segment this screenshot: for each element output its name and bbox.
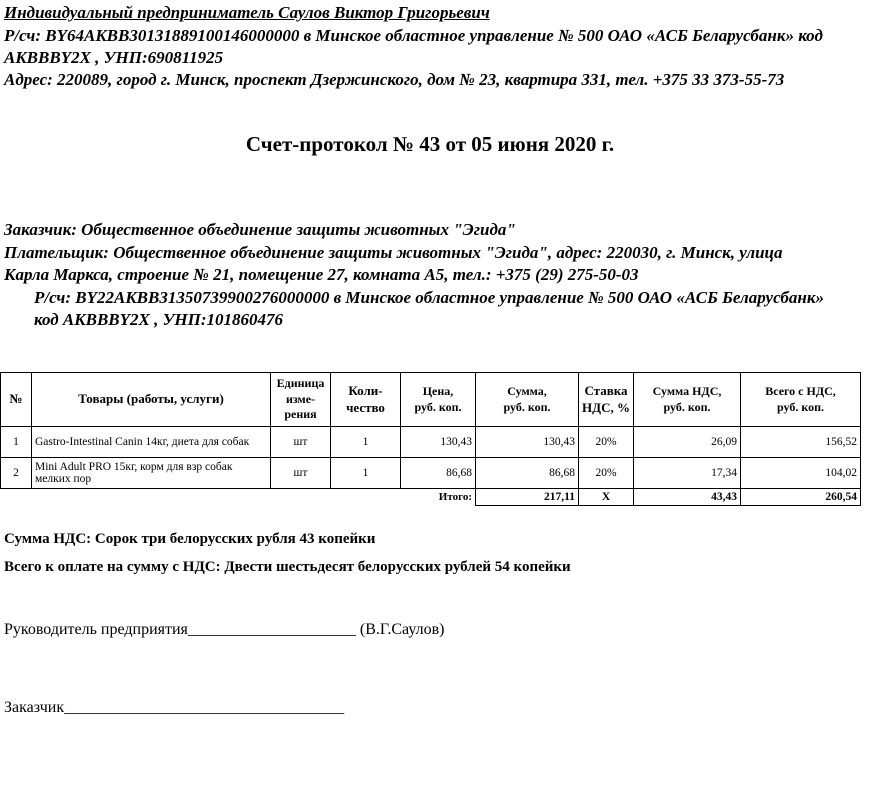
header-total-line-1: Всего с НДС, <box>765 383 836 398</box>
row-price: 130,43 <box>401 427 476 458</box>
entrepreneur-address: Адрес: 220089, город г. Минск, проспект Дзержинского, дом № 23, квартира 331, тел. +375 33 373-55-73 <box>4 70 785 89</box>
header-sum <box>476 373 579 427</box>
header-vat-sum-line-2: руб. коп. <box>663 399 711 414</box>
payer-line-1: Плательщик: Общественное объединение защиты животных "Эгида", адрес: 220030, г. Минск, улица <box>4 243 783 262</box>
header-goods: Товары (работы, услуги) <box>32 373 271 427</box>
vat-amount-in-words: Сумма НДС: Сорок три белорусских рубля 43 копейки <box>4 531 376 547</box>
payer-account-line-2: код AKBBBY2X , УНП:101860476 <box>34 310 284 329</box>
row-no: 1 <box>1 427 32 458</box>
header-price-line-2: руб. коп. <box>414 399 462 414</box>
row-price: 86,68 <box>401 458 476 489</box>
header-no: № <box>1 373 32 427</box>
row-sum: 86,68 <box>476 458 579 489</box>
totals-vat-rate: X <box>579 489 634 506</box>
header-vat-rate-line-1: Ставка <box>584 382 628 398</box>
header-unit-line-3: рения <box>284 407 317 422</box>
payer-line-2: Карла Маркса, строение № 21, помещение 27, комната А5, тел.: +375 (29) 275-50-03 <box>4 265 639 284</box>
header-vat-rate-line-2: НДС, % <box>582 399 630 415</box>
header-vat-rate <box>579 373 634 427</box>
header-price-line-1: Цена, <box>422 383 454 398</box>
header-unit <box>271 373 331 427</box>
header-total <box>741 373 861 427</box>
customer-line: Заказчик: Общественное объединение защиты животных "Эгида" <box>4 220 516 239</box>
header-sum-line-2: руб. коп. <box>503 399 551 414</box>
header-vat-sum-line-1: Сумма НДС, <box>652 383 722 398</box>
row-sum: 130,43 <box>476 427 579 458</box>
row-name: Gastro-Intestinal Canin 14кг, диета для собак <box>32 427 271 458</box>
row-unit: шт <box>271 427 331 458</box>
totals-row <box>1 489 861 506</box>
row-vat-sum: 17,34 <box>634 458 741 489</box>
director-signature-line: Руководитель предприятия_____________________ (В.Г.Саулов) <box>4 621 445 638</box>
header-unit-line-1: Единица <box>276 376 325 391</box>
header-qty <box>331 373 401 427</box>
document-title: Счет-протокол № 43 от 05 июня 2020 г. <box>245 132 615 156</box>
row-name: Mini Adult PRO 15кг, корм для взр собак мелких пор <box>32 458 271 489</box>
header-price <box>401 373 476 427</box>
totals-sum: 217,11 <box>476 489 579 506</box>
row-qty: 1 <box>331 458 401 489</box>
row-vat-sum: 26,09 <box>634 427 741 458</box>
entrepreneur-account-line-1: Р/сч: BY64AKBB30131889100146000000 в Минское областное управление № 500 ОАО «АСБ Беларусбанк» код <box>4 26 823 45</box>
total-amount-in-words: Всего к оплате на сумму с НДС: Двести шестьдесят белорусских рублей 54 копейки <box>4 559 571 575</box>
header-total-line-2: руб. коп. <box>776 399 825 414</box>
row-total: 156,52 <box>741 427 861 458</box>
row-no: 2 <box>1 458 32 489</box>
table-row <box>1 458 861 489</box>
customer-signature-line: Заказчик___________________________________ <box>4 699 345 716</box>
header-unit-line-2: изме- <box>285 391 316 406</box>
entrepreneur-account-line-2: AKBBBY2X , УНП:690811925 <box>4 48 224 67</box>
row-vat-rate: 20% <box>579 458 634 489</box>
row-vat-rate: 20% <box>579 427 634 458</box>
items-table <box>0 372 861 506</box>
row-unit: шт <box>271 458 331 489</box>
header-vat-sum <box>634 373 741 427</box>
header-qty-line-2: чество <box>346 399 385 415</box>
header-qty-line-1: Коли- <box>348 382 383 398</box>
entrepreneur-name: Индивидуальный предприниматель Саулов Виктор Григорьевич <box>4 3 490 22</box>
header-sum-line-1: Сумма, <box>507 383 547 398</box>
table-header-row <box>1 373 861 427</box>
totals-total: 260,54 <box>741 489 861 506</box>
table-row <box>1 427 861 458</box>
payer-account-line-1: Р/сч: BY22AKBB31350739900276000000 в Минское областное управление № 500 ОАО «АСБ Беларусбанк» <box>34 288 824 307</box>
row-qty: 1 <box>331 427 401 458</box>
row-total: 104,02 <box>741 458 861 489</box>
totals-label: Итого: <box>438 491 472 504</box>
totals-vat-sum: 43,43 <box>634 489 741 506</box>
